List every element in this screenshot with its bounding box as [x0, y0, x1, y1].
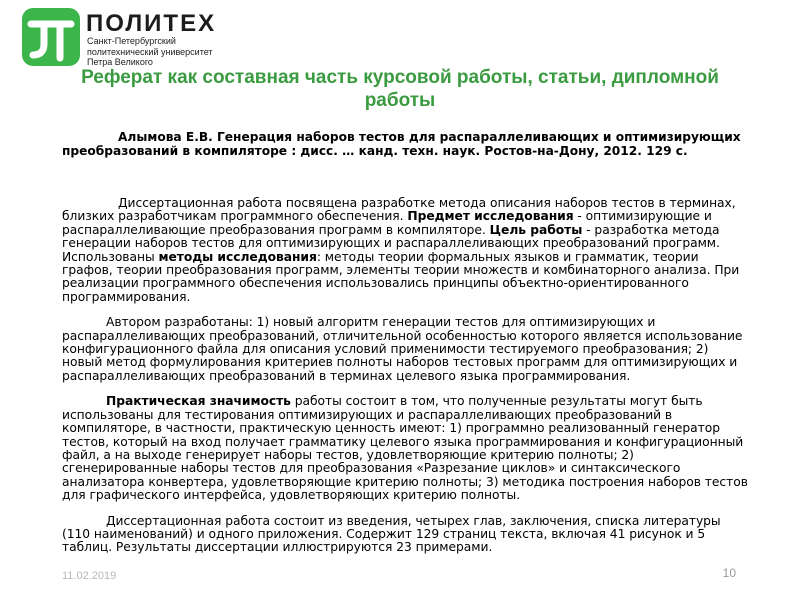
logo-name: ПОЛИТЕХ [86, 10, 217, 37]
page-number: 10 [722, 566, 736, 580]
logo-subtitle: Санкт-Петербургский политехнический университет Петра Великого [87, 36, 213, 67]
text-segment: : методы теории формальных языков и грамматик, теории графов, теории преобразования программ, элементы теории множеств и комбинаторного анализа. При реализации программного обеспечения использовались принципы объектно-ориентированного программирования. [62, 249, 740, 304]
slide-title: Реферат как составная часть курсовой работы, статьи, дипломной работы [81, 67, 719, 111]
text-segment: работы состоит в том, что полученные результаты могут быть использованы для тестирования оптимизирующих и распараллеливающих преобразований в компиляторе, в частности, практическую ценность имеют: 1) программно реализованный генератор тестов, который на вход получает грамматику целевого языка программирования и конфигурационный файл, а на выходе генерирует наборы тестов, удовлетворяющие критерию полноты; 2) сгенерированные наборы тестов для преобразования «Разрезание циклов» и синтаксического анализатора конвертера, удовлетворяющие критерию полноты; 3) методика построения наборов тестов для графического интерфейса, удовлетворяющих критерию полноты. [62, 394, 748, 503]
paragraph-practical-value [62, 395, 752, 502]
emphasis-practical-value: Практическая значимость [106, 394, 291, 409]
footer-date: 11.02.2019 [62, 570, 117, 582]
politech-logo-mark [22, 8, 80, 66]
paragraph-structure: Диссертационная работа состоит из введения, четырех глав, заключения, списка литературы (110 наименований) и одного приложения. Содержит 129 страниц текста, включая 41 рисунок и 5 таблиц. Результаты диссертации иллюстрируются 23 примерами. [62, 513, 721, 555]
text-segment: - оптимизирующие и распараллеливающие преобразования программ в компиляторе. [62, 209, 712, 237]
emphasis-methods: методы исследования [158, 249, 317, 264]
emphasis-goal: Цель работы [489, 222, 583, 237]
paragraph-summary [62, 197, 752, 304]
text-segment: Диссертационная работа посвящена разработке метода описания наборов тестов в терминах, близких разработчикам программного обеспечения. [62, 196, 736, 224]
paragraph-author-results: Автором разработаны: 1) новый алгоритм генерации тестов для оптимизирующих и распараллеливающих преобразований, отличительной особенностью которого является использование конфигурационного файла для описания условий применимости тестируемого преобразования; 2) новый метод формулирования критериев полноты наборов тестовых программ для оптимизирующих и распараллеливающих преобразований в терминах целевого языка программирования. [62, 315, 743, 383]
emphasis-subject: Предмет исследования [407, 209, 574, 224]
logo [22, 8, 262, 68]
citation: Алымова Е.В. Генерация наборов тестов для распараллеливающих и оптимизирующих преобразований в компиляторе : дисс. … канд. техн. наук. Ростов-на-Дону, 2012. 129 с. [62, 130, 741, 158]
text-segment: - разработка метода генерации наборов тестов для оптимизирующих и распараллеливающих преобразований программ. Использованы [62, 222, 720, 264]
slide-body [62, 197, 752, 567]
